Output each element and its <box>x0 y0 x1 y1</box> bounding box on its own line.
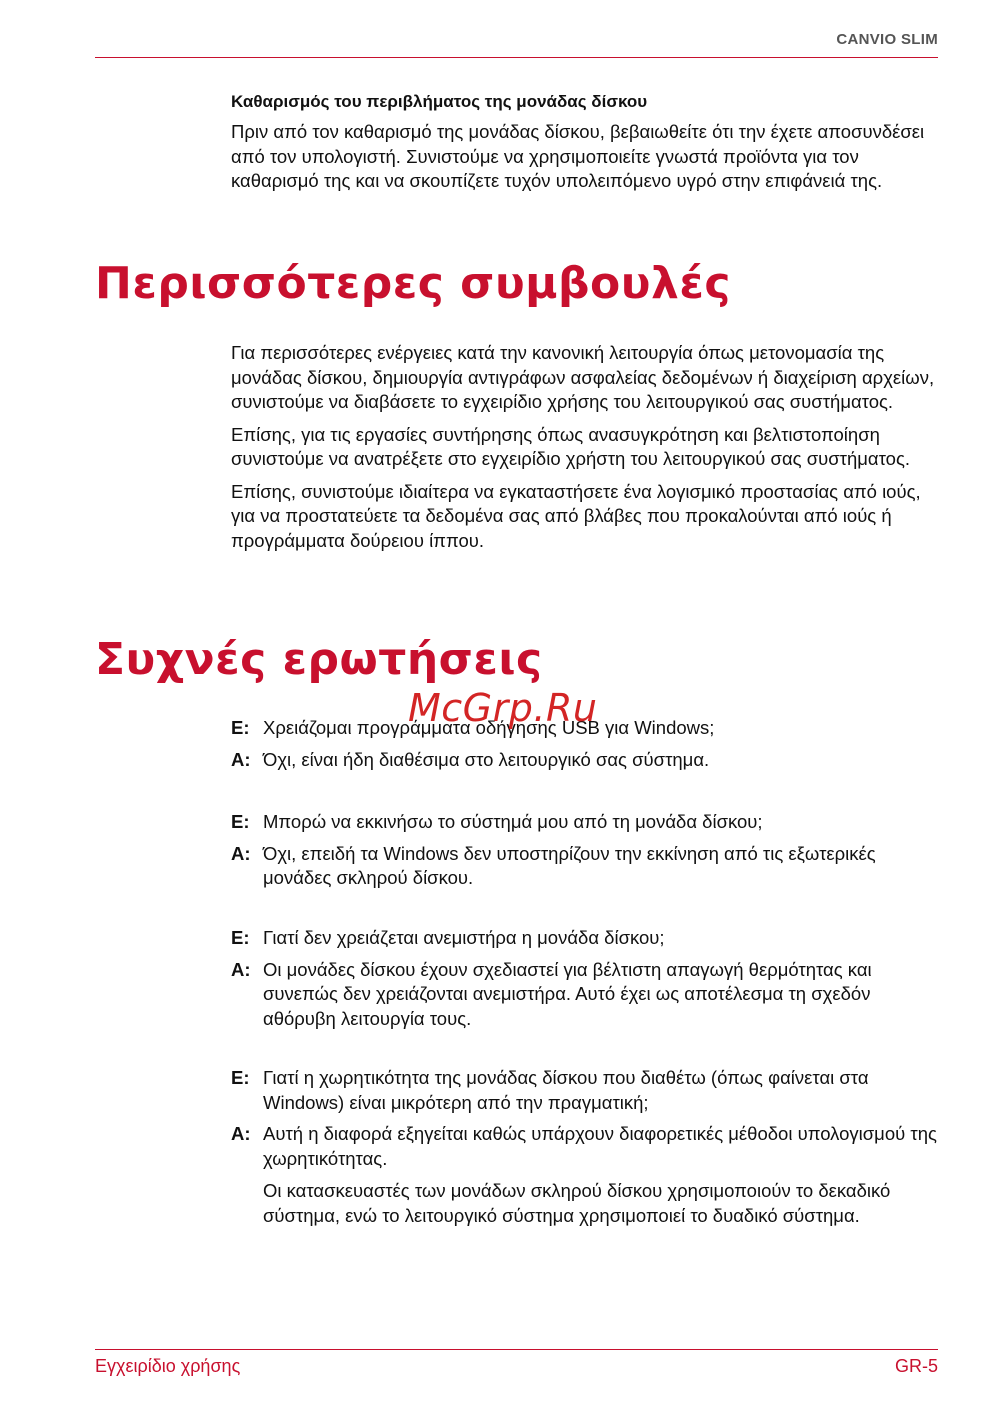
answer-text: Αυτή η διαφορά εξηγείται καθώς υπάρχουν διαφορετικές μέθοδοι υπολογισμού της χωρητικότητας. <box>263 1123 937 1169</box>
question-label: Ε: <box>231 927 250 948</box>
faq-title: Συχνές ερωτήσεις <box>95 634 543 685</box>
cleaning-body <box>231 120 941 202</box>
question-text: Χρειάζομαι προγράμματα οδήγησης USB για Windows; <box>263 717 715 738</box>
tips-paragraph: Επίσης, συνιστούμε ιδιαίτερα να εγκαταστήσετε ένα λογισμικό προστασίας από ιούς, για να προστατεύετε τα δεδομένα σας από βλάβες που προκαλούνται από ιούς ή προγράμματα δούρειου ίππου. <box>231 480 921 551</box>
answer-label: Α: <box>231 1123 251 1144</box>
tips-paragraph: Επίσης, για τις εργασίες συντήρησης όπως ανασυγκρότηση και βελτιστοποίηση συνιστούμε να ανατρέξετε στο εγχειρίδιο χρήστη του λειτουργικού σας συστήματος. <box>231 423 911 469</box>
question-label: Ε: <box>231 717 250 738</box>
question-text: Γιατί δεν χρειάζεται ανεμιστήρα η μονάδα δίσκου; <box>263 927 665 948</box>
footer-rule <box>95 1349 938 1350</box>
answer-label: Α: <box>231 748 251 770</box>
answer-label: Α: <box>231 958 251 980</box>
header-product-title: CANVIO SLIM <box>836 31 938 48</box>
question-text: Γιατί η χωρητικότητα της μονάδας δίσκου που διαθέτω (όπως φαίνεται στα Windows) είναι μικρότερη από την πραγματική; <box>263 1067 869 1113</box>
cleaning-paragraph: Πριν από τον καθαρισμό της μονάδας δίσκου, βεβαιωθείτε ότι την έχετε αποσυνδέσει από τον υπολογιστή. Συνιστούμε να χρησιμοποιείτε γνωστά προϊόντα για τον καθαρισμό της και να σκουπίζετε τυχόν υπολειπόμενο υγρό στην επιφάνειά της. <box>231 121 925 191</box>
answer-text: Όχι, επειδή τα Windows δεν υποστηρίζουν την εκκίνηση από τις εξωτερικές μονάδες σκληρού δίσκου. <box>263 842 876 888</box>
question-text: Μπορώ να εκκινήσω το σύστημά μου από τη μονάδα δίσκου; <box>263 811 763 832</box>
tips-title: Περισσότερες συμβουλές <box>95 258 731 309</box>
watermark-text: McGrp.Ru <box>408 686 598 730</box>
footer-page-number: GR-5 <box>894 1356 938 1376</box>
answer-text: Οι μονάδες δίσκου έχουν σχεδιαστεί για βέλτιστη απαγωγή θερμότητας και συνεπώς δεν χρειάζονται ανεμιστήρα. Αυτό έχει ως αποτέλεσμα τη σχεδόν αθόρυβη λειτουργία τους. <box>263 958 872 1029</box>
faq-item <box>231 1066 941 1228</box>
faq-item <box>231 810 941 891</box>
answer-text: Όχι, είναι ήδη διαθέσιμα στο λειτουργικό σας σύστημα. <box>263 748 710 770</box>
faq-item <box>231 926 941 1031</box>
question-label: Ε: <box>231 1067 250 1088</box>
cleaning-heading: Καθαρισμός του περιβλήματος της μονάδας δίσκου <box>231 92 648 111</box>
tips-paragraph: Για περισσότερες ενέργειες κατά την κανονική λειτουργία όπως μετονομασία της μονάδας δίσκου, δημιουργία αντιγράφων ασφαλείας δεδομένων ή διαχείριση αρχείων, συνιστούμε να διαβάσετε το εγχειρίδιο χρήσης του λειτουργικού σας συστήματος. <box>231 342 935 412</box>
answer-label: Α: <box>231 842 251 864</box>
footer-manual-title: Εγχειρίδιο χρήσης <box>95 1356 241 1376</box>
header-rule <box>95 57 938 58</box>
question-label: Ε: <box>231 811 250 832</box>
answer-extra-text: Οι κατασκευαστές των μονάδων σκληρού δίσκου χρησιμοποιούν το δεκαδικό σύστημα, ενώ το λειτουργικό σύστημα χρησιμοποιεί το δυαδικό σύστημα. <box>263 1180 891 1226</box>
tips-body <box>231 341 941 561</box>
